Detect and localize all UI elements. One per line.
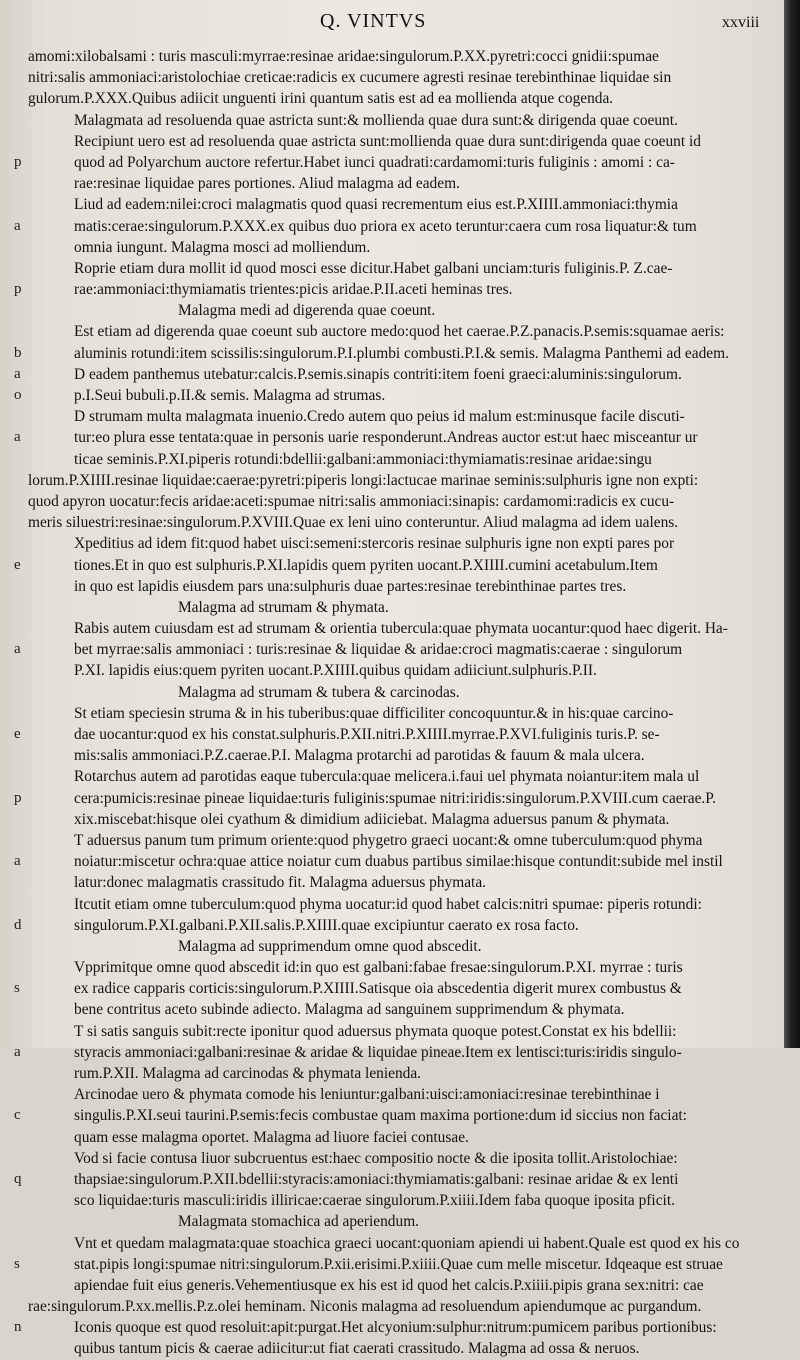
- line-text: mis:salis ammoniaci.P.Z.caerae.P.I. Malagma protarchi ad parotidas & fauum & mala ulcera.: [74, 747, 645, 765]
- body-text: [14, 46, 766, 1360]
- text-line: [28, 660, 766, 681]
- line-text: Itcutit etiam omne tuberculum:quod phyma uocatur:id quod habet calcis:nitri spumae: piperis rotundi:: [74, 895, 702, 913]
- line-text: rae:singulorum.P.xx.mellis.P.z.olei heminam. Niconis malagma ad resoluendum apiendumque ac purgandum.: [28, 1298, 702, 1316]
- text-line: [28, 321, 766, 342]
- line-text: Vnt et quedam malagmata:quae stoachica graeci uocant:quoniam apiendi ui habent.Quale est quod ex his co: [74, 1234, 740, 1252]
- text-line: [14, 1254, 766, 1275]
- text-line: [14, 639, 766, 660]
- text-line: [28, 936, 766, 957]
- line-text: omnia iungunt. Malagma mosci ad molliendum.: [74, 238, 371, 256]
- line-text: Vpprimitque omne quod abscedit id:in quo est galbani:fabae fresae:singulorum.P.XI. myrrae : turis: [74, 959, 683, 977]
- line-text: bet myrrae:salis ammoniaci : turis:resinae & liquidae & aridae:croci magmatis:caerae : singulorum: [74, 641, 683, 659]
- text-line: [28, 46, 766, 67]
- text-line: [28, 470, 766, 491]
- margin-letter: p: [14, 789, 22, 806]
- line-text: Malagmata stomachica ad aperiendum.: [178, 1213, 420, 1231]
- text-line: [28, 894, 766, 915]
- line-text: Est etiam ad digerenda quae coeunt sub auctore medo:quod het caerae.P.Z.panacis.P.semis:squamae aeris:: [74, 323, 725, 341]
- line-text: Liud ad eadem:nilei:croci malagmatis quod quasi recrementum eius est.P.XIIII.ammoniaci:thymia: [74, 196, 678, 214]
- line-text: tiones.Et in quo est sulphuris.P.XI.lapidis quem pyriten uocant.P.XIIII.cumini acetabulum.Item: [74, 556, 658, 574]
- line-text: lorum.P.XIIII.resinae liquidae:caerae:pyretri:piperis longi:lactucae marinae seminis:sulphuris igne non expti:: [28, 471, 699, 489]
- line-text: singulis.P.XI.seui taurini.P.semis:fecis combustae quam maxima portione:dum id siccius non faciat:: [74, 1107, 687, 1125]
- text-line: [28, 88, 766, 109]
- line-text: aluminis rotundi:item scissilis:singulorum.P.I.plumbi combusti.P.I.& semis. Malagma Panthemi ad eadem.: [74, 344, 729, 362]
- text-line: [14, 385, 766, 406]
- margin-letter: p: [14, 153, 22, 170]
- text-line: [14, 279, 766, 300]
- line-text: styracis ammoniaci:galbani:resinae & aridae & liquidae pineae.Item ex lentisci:turis:iridis singulo-: [74, 1043, 682, 1061]
- text-line: [14, 724, 766, 745]
- text-line: [14, 1042, 766, 1063]
- margin-letter: a: [14, 853, 21, 870]
- margin-letter: e: [14, 726, 21, 742]
- page-header: [0, 6, 784, 42]
- text-line: [28, 766, 766, 787]
- text-line: [14, 555, 766, 576]
- margin-letter: c: [14, 1107, 21, 1124]
- text-line: [28, 258, 766, 279]
- line-text: latur:donec malagmatis crassitudo fit. Malagma aduersus phymata.: [74, 874, 487, 892]
- line-text: ticae seminis.P.XI.piperis rotundi:bdellii:galbani:ammoniaci:thymiamatis:resinae aridae:singu: [74, 450, 652, 468]
- text-line: [28, 1063, 766, 1084]
- line-text: meris siluestri:resinae:singulorum.P.XVIII.Quae ex leni uino conteruntur. Aliud malagma ad idem ualens.: [28, 514, 679, 532]
- line-text: thapsiae:singulorum.P.XII.bdellii:styracis:amoniaci:thymiamatis:galbani: resinae aridae & ex lenti: [74, 1170, 679, 1188]
- line-text: Arcinodae uero & phymata comode his leniuntur:galbani:uisci:amoniaci:resinae terebinthinae i: [74, 1086, 660, 1104]
- text-line: [28, 682, 766, 703]
- line-text: sco liquidae:turis masculi:iridis illiricae:caerae singulorum.P.xiiii.Idem faba quoque iposita pficit.: [74, 1192, 675, 1210]
- margin-letter: q: [14, 1170, 22, 1187]
- line-text: in quo est lapidis eiusdem pars una:sulphuris duae partes:resinae terebinthinae partes tres.: [74, 577, 627, 595]
- line-text: quibus tantum picis & caerae adiicitur:ut fiat caerati crassitudo. Malagma ad ossa & neruos.: [74, 1340, 640, 1358]
- text-line: [28, 745, 766, 766]
- line-text: bene contritus aceto subinde adiecto. Malagma ad sanguinem supprimendum & phymata.: [74, 1001, 625, 1019]
- line-text: Xpeditius ad idem fit:quod habet uisci:semeni:stercoris resinae sulphuris igne non expti pares por: [74, 535, 675, 553]
- text-line: [14, 1317, 766, 1338]
- text-line: [28, 1021, 766, 1042]
- folio-number: xxviii: [722, 14, 760, 31]
- line-text: ex radice capparis corticis:singulorum.P.XIIII.Satisque oia abscedentia digerit murex combustus &: [74, 980, 682, 998]
- text-line: [28, 1148, 766, 1169]
- text-line: [28, 300, 766, 321]
- text-line: [14, 427, 766, 448]
- line-text: rae:ammoniaci:thymiamatis trientes:picis aridae.P.II.aceti heminas tres.: [74, 281, 513, 299]
- line-text: Malagmata ad resoluenda quae astricta sunt:& mollienda quae dura sunt:& dirigenda quae coeunt.: [74, 111, 678, 129]
- line-text: Recipiunt uero est ad resoluenda quae astricta sunt:mollienda quae dura sunt:dirigenda quae coeunt id: [74, 132, 701, 150]
- line-text: St etiam speciesin struma & in his tuberibus:quae difficiliter concoquuntur.& in his:quae carcino-: [74, 704, 674, 722]
- text-line: [28, 618, 766, 639]
- line-text: D strumam multa malagmata inuenio.Credo autem quo peius id malum est:minusque facile discuti-: [74, 408, 685, 426]
- line-text: Roprie etiam dura mollit id quod mosci esse dicitur.Habet galbani unciam:turis fuliginis.P. Z.cae-: [74, 259, 673, 277]
- line-text: dae uocantur:quod ex his constat.sulphuris.P.XII.nitri.P.XIIII.myrrae.P.XVI.fuliginis turis.P. se-: [74, 726, 660, 743]
- line-text: noiatur:miscetur ochra:quae attice noiatur cum duabus partibus similae:hisque contundit:subide mel instil: [74, 853, 723, 871]
- text-line: [28, 131, 766, 152]
- margin-letter: s: [14, 980, 20, 997]
- line-text: stat.pipis longi:spumae nitri:singulorum.P.xii.erisimi.P.xiiii.Quae cum melle miscetur. Idqeaque est struae: [74, 1255, 723, 1273]
- text-line: [28, 67, 766, 88]
- line-text: Iconis quoque est quod resoluit:apit:purgat.Het alcyonium:sulphur:nitrum:pumicem paribus portionibus:: [74, 1319, 717, 1337]
- text-line: [14, 1169, 766, 1190]
- line-text: cera:pumicis:resinae pineae liquidae:turis fuliginis:spumae nitri:iridis:singulorum.P.XVIII.cum caerae.P.: [74, 789, 716, 807]
- text-line: [14, 343, 766, 364]
- text-line: [28, 491, 766, 512]
- text-line: [28, 406, 766, 427]
- margin-letter: a: [14, 429, 21, 446]
- line-text: p.I.Seui bubuli.p.II.& semis. Malagma ad strumas.: [74, 387, 386, 404]
- line-text: D eadem panthemus utebatur:calcis.P.semis.sinapis contriti:item foeni graeci:aluminis:singulorum.: [74, 365, 682, 383]
- text-line: [28, 1084, 766, 1105]
- book-edge: [784, 0, 800, 1048]
- margin-letter: a: [14, 641, 21, 658]
- text-line: [28, 1296, 766, 1317]
- line-text: tur:eo plura esse tentata:quae in personis uarie responderunt.Andreas auctor est:ut haec misceantur ur: [74, 429, 698, 447]
- line-text: Malagma medi ad digerenda quae coeunt.: [178, 302, 436, 320]
- line-text: nitri:salis ammoniaci:aristolochiae creticae:radicis ex cucumere agresti resinae terebinthinae liquidae sin: [28, 69, 672, 87]
- text-line: [28, 237, 766, 258]
- line-text: Malagma ad strumam & phymata.: [178, 598, 389, 616]
- text-line: [28, 872, 766, 893]
- text-line: [28, 533, 766, 554]
- line-text: apiendae fuit eius generis.Vehementiusque ex his est id quod het calcis.P.xiiii.pipis grana sex:nitri: cae: [74, 1276, 704, 1294]
- text-line: [14, 216, 766, 237]
- margin-letter: a: [14, 1043, 21, 1060]
- line-text: T si satis sanguis subit:recte iponitur quod aduersus phymata quoque potest.Constat ex his bdellii:: [74, 1022, 677, 1040]
- line-text: T aduersus panum tum primum oriente:quod phygetro graeci uocant:& omne tuberculum:quod phyma: [74, 831, 703, 849]
- line-text: quam esse malagma oportet. Malagma ad liuore faciei contusae.: [74, 1128, 469, 1146]
- text-line: [28, 1190, 766, 1211]
- text-line: [14, 851, 766, 872]
- line-text: quod ad Polyarchum auctore refertur.Habet iunci quadrati:cardamomi:turis fuliginis : amomi : ca-: [74, 153, 675, 171]
- margin-letter: a: [14, 365, 21, 382]
- line-text: rum.P.XII. Malagma ad carcinodas & phymata lenienda.: [74, 1065, 422, 1082]
- margin-letter: o: [14, 387, 22, 403]
- line-text: rae:resinae liquidae pares portiones. Aliud malagma ad eadem.: [74, 175, 460, 193]
- line-text: Rabis autem cuiusdam est ad strumam & orientia tubercula:quae phymata uocantur:quod haec digerit. Ha-: [74, 620, 728, 638]
- text-line: [28, 512, 766, 533]
- running-head: Q. VINTVS: [320, 10, 427, 32]
- text-line: [28, 1338, 766, 1359]
- text-line: [28, 1233, 766, 1254]
- line-text: Malagma ad strumam & tubera & carcinodas.: [178, 683, 460, 701]
- text-line: [28, 576, 766, 597]
- margin-letter: b: [14, 344, 22, 361]
- margin-letter: p: [14, 281, 22, 298]
- line-text: P.XI. lapidis eius:quem pyriten uocant.P.XIIII.quibus quidam adiiciunt.sulphuris.P.II.: [74, 662, 597, 680]
- line-text: gulorum.P.XXX.Quibus adiicit unguenti irini quantum satis est ad ea mollienda atque cogenda.: [28, 90, 614, 108]
- text-line: [14, 915, 766, 936]
- text-line: [28, 703, 766, 724]
- margin-letter: s: [14, 1255, 20, 1272]
- line-text: Malagma ad supprimendum omne quod abscedit.: [178, 937, 482, 955]
- text-line: [14, 788, 766, 809]
- line-text: quod apyron uocatur:fecis aridae:aceti:spumae nitri:salis ammoniaci:sinapis: cardamomi:radicis ex cucu-: [28, 492, 675, 510]
- text-line: [28, 449, 766, 470]
- text-line: [28, 809, 766, 830]
- margin-letter: a: [14, 217, 21, 234]
- line-text: singulorum.P.XI.galbani.P.XII.salis.P.XIIII.quae excipiuntur caerato ex rosa facto.: [74, 916, 579, 934]
- text-line: [28, 194, 766, 215]
- line-text: Rotarchus autem ad parotidas eaque tubercula:quae melicera.i.faui uel phymata noiantur:item mala ul: [74, 768, 700, 786]
- text-line: [28, 1275, 766, 1296]
- text-line: [14, 1105, 766, 1126]
- text-line: [14, 364, 766, 385]
- text-line: [14, 152, 766, 173]
- text-line: [28, 957, 766, 978]
- text-line: [14, 978, 766, 999]
- text-line: [28, 1127, 766, 1148]
- text-line: [28, 999, 766, 1020]
- text-line: [28, 110, 766, 131]
- text-line: [28, 830, 766, 851]
- line-text: xix.miscebat:hisque olei cyathum & dimidium adiiciebat. Malagma aduersus panum & phymata.: [74, 810, 670, 828]
- margin-letter: n: [14, 1319, 22, 1336]
- text-line: [28, 597, 766, 618]
- margin-letter: e: [14, 556, 21, 573]
- line-text: Vod si facie contusa liuor subcruentus est:haec compositio nocte & die iposita tollit.Aristolochiae:: [74, 1149, 678, 1167]
- text-line: [28, 173, 766, 194]
- line-text: amomi:xilobalsami : turis masculi:myrrae:resinae aridae:singulorum.P.XX.pyretri:cocci gnidii:spumae: [28, 48, 659, 65]
- margin-letter: d: [14, 916, 22, 933]
- text-line: [28, 1211, 766, 1232]
- line-text: matis:cerae:singulorum.P.XXX.ex quibus duo priora ex aceto teruntur:caera cum rosa liquatur:& tum: [74, 217, 697, 235]
